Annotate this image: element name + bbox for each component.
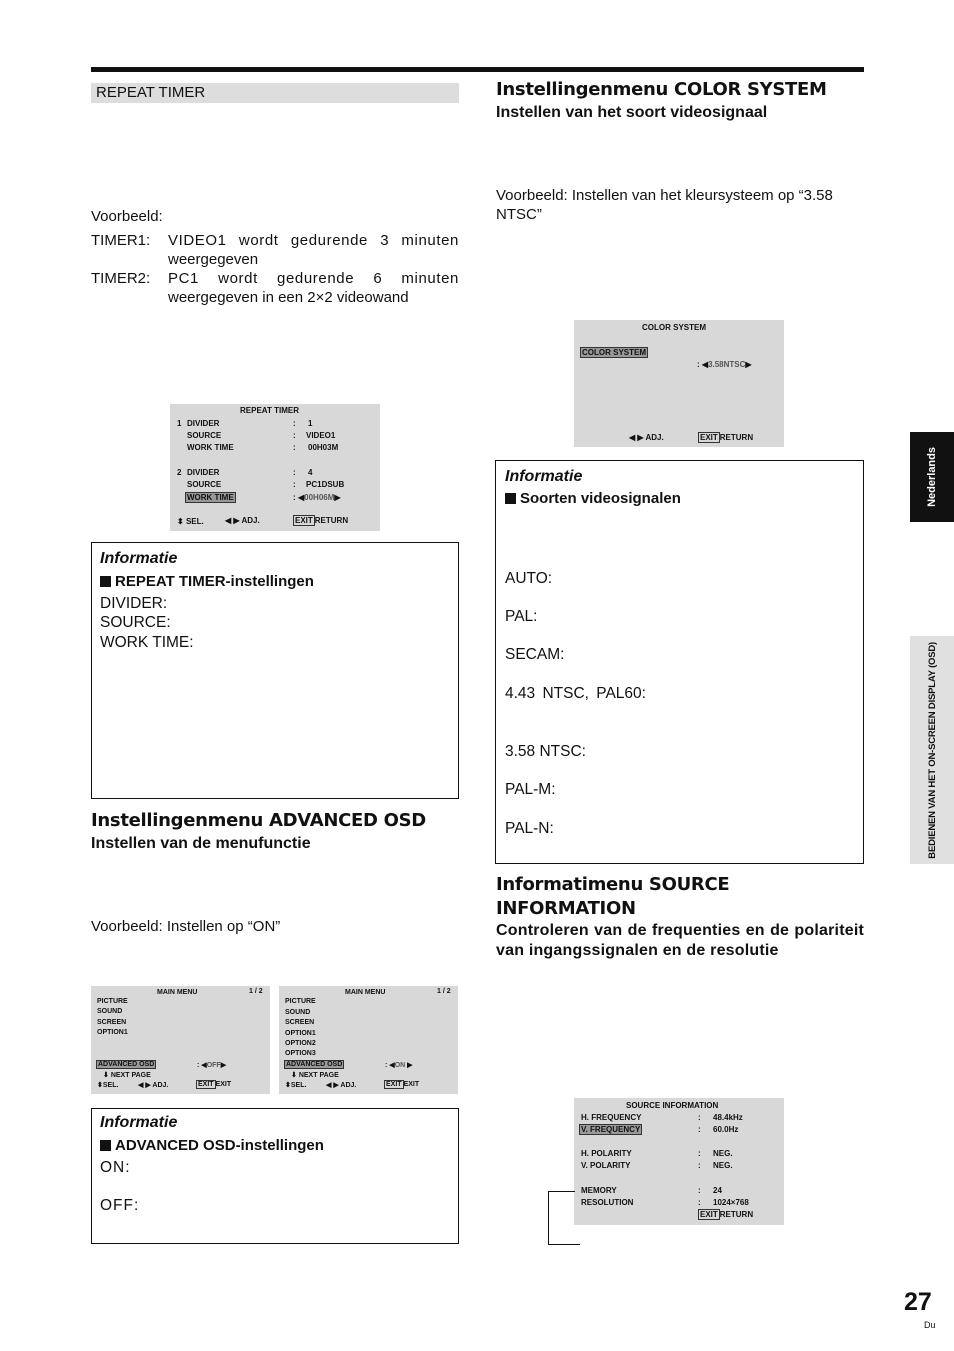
- osd-sel-hint: ⬍SEL.: [285, 1082, 307, 1089]
- osd-value-adjust: ◀00H06M▶: [298, 493, 341, 502]
- osd-row-value: 48.4kHz: [713, 1113, 743, 1122]
- section-tab: BEDIENEN VAN HET ON-SCREEN DISPLAY (OSD): [910, 636, 954, 864]
- color-system-heading: Instellingenmenu COLOR SYSTEM: [496, 79, 827, 100]
- right-triangle-icon: ▶: [745, 360, 752, 369]
- osd-colon: :: [698, 1161, 701, 1170]
- advanced-osd-example: Voorbeeld: Instellen op “ON”: [91, 918, 281, 935]
- osd-menu-item: OPTION1: [97, 1029, 128, 1036]
- info-signal-item: PAL:: [505, 608, 538, 625]
- color-system-osd: [574, 320, 784, 447]
- osd-title: COLOR SYSTEM: [642, 323, 707, 332]
- osd-value-adjust: : ◀ON ▶: [385, 1062, 413, 1069]
- osd-value-adjust: : ◀3.58NTSC▶: [697, 360, 752, 369]
- osd-colon: :: [698, 1186, 701, 1195]
- osd-page: 1 / 2: [437, 988, 451, 995]
- osd-colon: :: [293, 431, 296, 440]
- osd-row-label: V. POLARITY: [581, 1161, 631, 1170]
- osd-colon: :: [293, 419, 296, 428]
- source-info-heading: Informatimenu SOURCE: [496, 874, 730, 895]
- osd-row-value: 60.0Hz: [713, 1125, 739, 1134]
- up-down-icon: ⬍: [285, 1082, 291, 1089]
- info-signal-item: 4.43 NTSC, PAL60:: [505, 685, 646, 702]
- osd-exit-hint: EXIT RETURN: [700, 1210, 754, 1219]
- language-tab: Nederlands: [910, 432, 954, 522]
- osd-title: REPEAT TIMER: [240, 406, 299, 415]
- osd-sel-hint: ⬍ SEL.: [177, 517, 204, 526]
- right-triangle-icon: ▶: [334, 493, 341, 502]
- osd-value-adjust: : ◀OFF▶: [197, 1062, 227, 1069]
- osd-adj-hint: ◀ ▶ ADJ.: [629, 433, 664, 442]
- osd-menu-item: OPTION3: [285, 1050, 316, 1057]
- osd-colon: :: [293, 493, 296, 502]
- info-box-video-signals: [495, 460, 864, 864]
- osd-colon: :: [293, 480, 296, 489]
- osd-row-label: MEMORY: [581, 1186, 617, 1195]
- osd-menu-item: SCREEN: [97, 1019, 127, 1026]
- osd-colon: :: [698, 1125, 701, 1134]
- square-bullet-icon: [100, 1140, 111, 1151]
- osd-row-label: WORK TIME: [187, 443, 234, 452]
- osd-row-num: 1: [177, 419, 182, 428]
- osd-row-value: 00H03M: [308, 443, 339, 452]
- advanced-osd-subheading: Instellen van de menufunctie: [91, 835, 311, 852]
- up-down-icon: ⬍: [177, 517, 184, 526]
- left-right-arrows-icon: ◀ ▶: [326, 1082, 339, 1089]
- osd-exit-hint: EXIT RETURN: [295, 516, 349, 525]
- info-title: Informatie: [100, 550, 178, 567]
- timer2-line: [91, 269, 459, 307]
- timer1-text: VIDEO1 wordt gedurende 3 minuten: [168, 232, 459, 249]
- osd-page: 1 / 2: [249, 988, 263, 995]
- osd-row-label: RESOLUTION: [581, 1198, 634, 1207]
- osd-row-value: NEG.: [713, 1149, 733, 1158]
- osd-menu-item: OPTION2: [285, 1040, 316, 1047]
- left-triangle-icon: ◀: [701, 360, 709, 369]
- info-signal-item: SECAM:: [505, 646, 565, 663]
- osd-row-label: SOURCE: [187, 480, 222, 489]
- timer2-text-cont: weergegeven in een 2×2 videowand: [168, 289, 409, 306]
- advanced-osd-heading: Instellingenmenu ADVANCED OSD: [91, 810, 426, 831]
- color-system-subheading: Instellen van het soort videosignaal: [496, 104, 768, 121]
- osd-sel-hint: ⬍SEL.: [97, 1082, 119, 1089]
- timer1-line: [91, 231, 459, 269]
- language-code: Du: [924, 1320, 936, 1330]
- timer2-text: PC1 wordt gedurende 6 minuten: [168, 270, 459, 287]
- osd-row-label-selected: V. FREQUENCY: [581, 1125, 641, 1134]
- info-off: OFF:: [100, 1197, 140, 1214]
- info-subtitle: ADVANCED OSD-instellingen: [100, 1137, 324, 1154]
- left-triangle-icon: ◀: [389, 1062, 395, 1069]
- info-source: SOURCE:: [100, 614, 171, 631]
- info-signal-item: 3.58 NTSC:: [505, 743, 586, 760]
- osd-row-label: H. POLARITY: [581, 1149, 632, 1158]
- info-box-advanced-osd: [91, 1108, 459, 1244]
- timer2-label: TIMER2:: [91, 270, 151, 287]
- left-right-arrows-icon: ◀ ▶: [138, 1082, 151, 1089]
- info-signal-item: PAL-N:: [505, 820, 554, 837]
- square-bullet-icon: [100, 576, 111, 587]
- info-title: Informatie: [100, 1114, 178, 1131]
- info-signal-item: PAL-M:: [505, 781, 556, 798]
- osd-row-label: DIVIDER: [187, 419, 220, 428]
- info-work-time: WORK TIME:: [100, 634, 194, 651]
- osd-row-label: DIVIDER: [187, 468, 220, 477]
- osd-menu-item-selected: COLOR SYSTEM: [582, 348, 647, 357]
- osd-row-label-selected: WORK TIME: [187, 493, 234, 502]
- right-triangle-icon: ▶: [220, 1062, 227, 1069]
- osd-menu-item: SOUND: [97, 1008, 123, 1015]
- osd-adj-hint: ◀ ▶ ADJ.: [138, 1082, 169, 1089]
- timer1-label: TIMER1:: [91, 232, 151, 249]
- down-arrow-icon: ⬇: [103, 1072, 109, 1079]
- osd-row-value: VIDEO1: [306, 431, 336, 440]
- top-rule: [91, 67, 864, 72]
- osd-menu-item: PICTURE: [97, 998, 128, 1005]
- osd-row-value: PC1DSUB: [306, 480, 345, 489]
- osd-title: SOURCE INFORMATION: [626, 1101, 719, 1110]
- down-arrow-icon: ⬇: [291, 1072, 297, 1079]
- info-divider: DIVIDER:: [100, 595, 168, 612]
- osd-menu-item: SCREEN: [285, 1019, 315, 1026]
- osd-title: MAIN MENU: [157, 989, 198, 996]
- osd-colon: :: [293, 443, 296, 452]
- example-label: Voorbeeld:: [91, 208, 163, 225]
- info-on: ON:: [100, 1159, 131, 1176]
- square-bullet-icon: [505, 493, 516, 504]
- osd-menu-item-selected: ADVANCED OSD: [98, 1061, 155, 1068]
- source-info-subheading: Controleren van de frequenties en de polariteit van ingangssignalen en de resolutie: [496, 922, 864, 959]
- osd-colon: :: [698, 1149, 701, 1158]
- right-triangle-icon: ▶: [407, 1062, 413, 1069]
- color-system-example: Voorbeeld: Instellen van het kleursysteem op “3.58 NTSC”: [496, 187, 833, 223]
- bracket-line-top: [548, 1191, 575, 1192]
- osd-row-value: NEG.: [713, 1161, 733, 1170]
- osd-exit-hint: EXIT RETURN: [700, 433, 754, 442]
- osd-next-page: ⬇ NEXT PAGE: [291, 1072, 339, 1079]
- osd-next-page: ⬇ NEXT PAGE: [103, 1072, 151, 1079]
- osd-exit-hint: EXIT EXIT: [386, 1081, 420, 1088]
- left-right-arrows-icon: ◀ ▶: [629, 433, 644, 442]
- osd-adj-hint: ◀ ▶ ADJ.: [326, 1082, 357, 1089]
- osd-menu-item: SOUND: [285, 1009, 311, 1016]
- bracket-line-bottom: [548, 1244, 580, 1245]
- osd-menu-item: OPTION1: [285, 1030, 316, 1037]
- osd-exit-hint: EXIT EXIT: [198, 1081, 232, 1088]
- source-info-heading-cont: INFORMATION: [496, 898, 636, 919]
- left-right-arrows-icon: ◀ ▶: [225, 516, 240, 525]
- osd-menu-item-selected: ADVANCED OSD: [286, 1061, 343, 1068]
- osd-colon: :: [698, 1198, 701, 1207]
- info-subtitle: Soorten videosignalen: [505, 490, 681, 507]
- bracket-line-vertical: [548, 1191, 549, 1245]
- osd-adj-hint: ◀ ▶ ADJ.: [225, 516, 260, 525]
- left-triangle-icon: ◀: [201, 1062, 207, 1069]
- source-info-osd: [574, 1098, 784, 1225]
- repeat-timer-osd: [170, 404, 380, 531]
- up-down-icon: ⬍: [97, 1082, 103, 1089]
- osd-title: MAIN MENU: [345, 989, 386, 996]
- page-number: 27: [904, 1288, 932, 1316]
- main-menu-osd-on: [279, 986, 458, 1094]
- osd-row-value: 1: [308, 419, 313, 428]
- osd-row-value: 24: [713, 1186, 722, 1195]
- info-title: Informatie: [505, 468, 583, 485]
- timer1-text-cont: weergegeven: [168, 251, 259, 268]
- osd-row-value: 4: [308, 468, 313, 477]
- osd-colon: :: [293, 468, 296, 477]
- osd-row-label: H. FREQUENCY: [581, 1113, 642, 1122]
- osd-row-label: SOURCE: [187, 431, 222, 440]
- osd-row-num: 2: [177, 468, 182, 477]
- info-box-repeat-timer: [91, 542, 459, 799]
- info-subtitle: REPEAT TIMER-instellingen: [100, 573, 314, 590]
- osd-row-value: 1024×768: [713, 1198, 749, 1207]
- repeat-timer-bar: REPEAT TIMER: [91, 83, 459, 103]
- left-triangle-icon: ◀: [298, 493, 305, 502]
- main-menu-osd-off: [91, 986, 270, 1094]
- osd-menu-item: PICTURE: [285, 998, 316, 1005]
- osd-colon: :: [698, 1113, 701, 1122]
- info-signal-item: AUTO:: [505, 570, 553, 587]
